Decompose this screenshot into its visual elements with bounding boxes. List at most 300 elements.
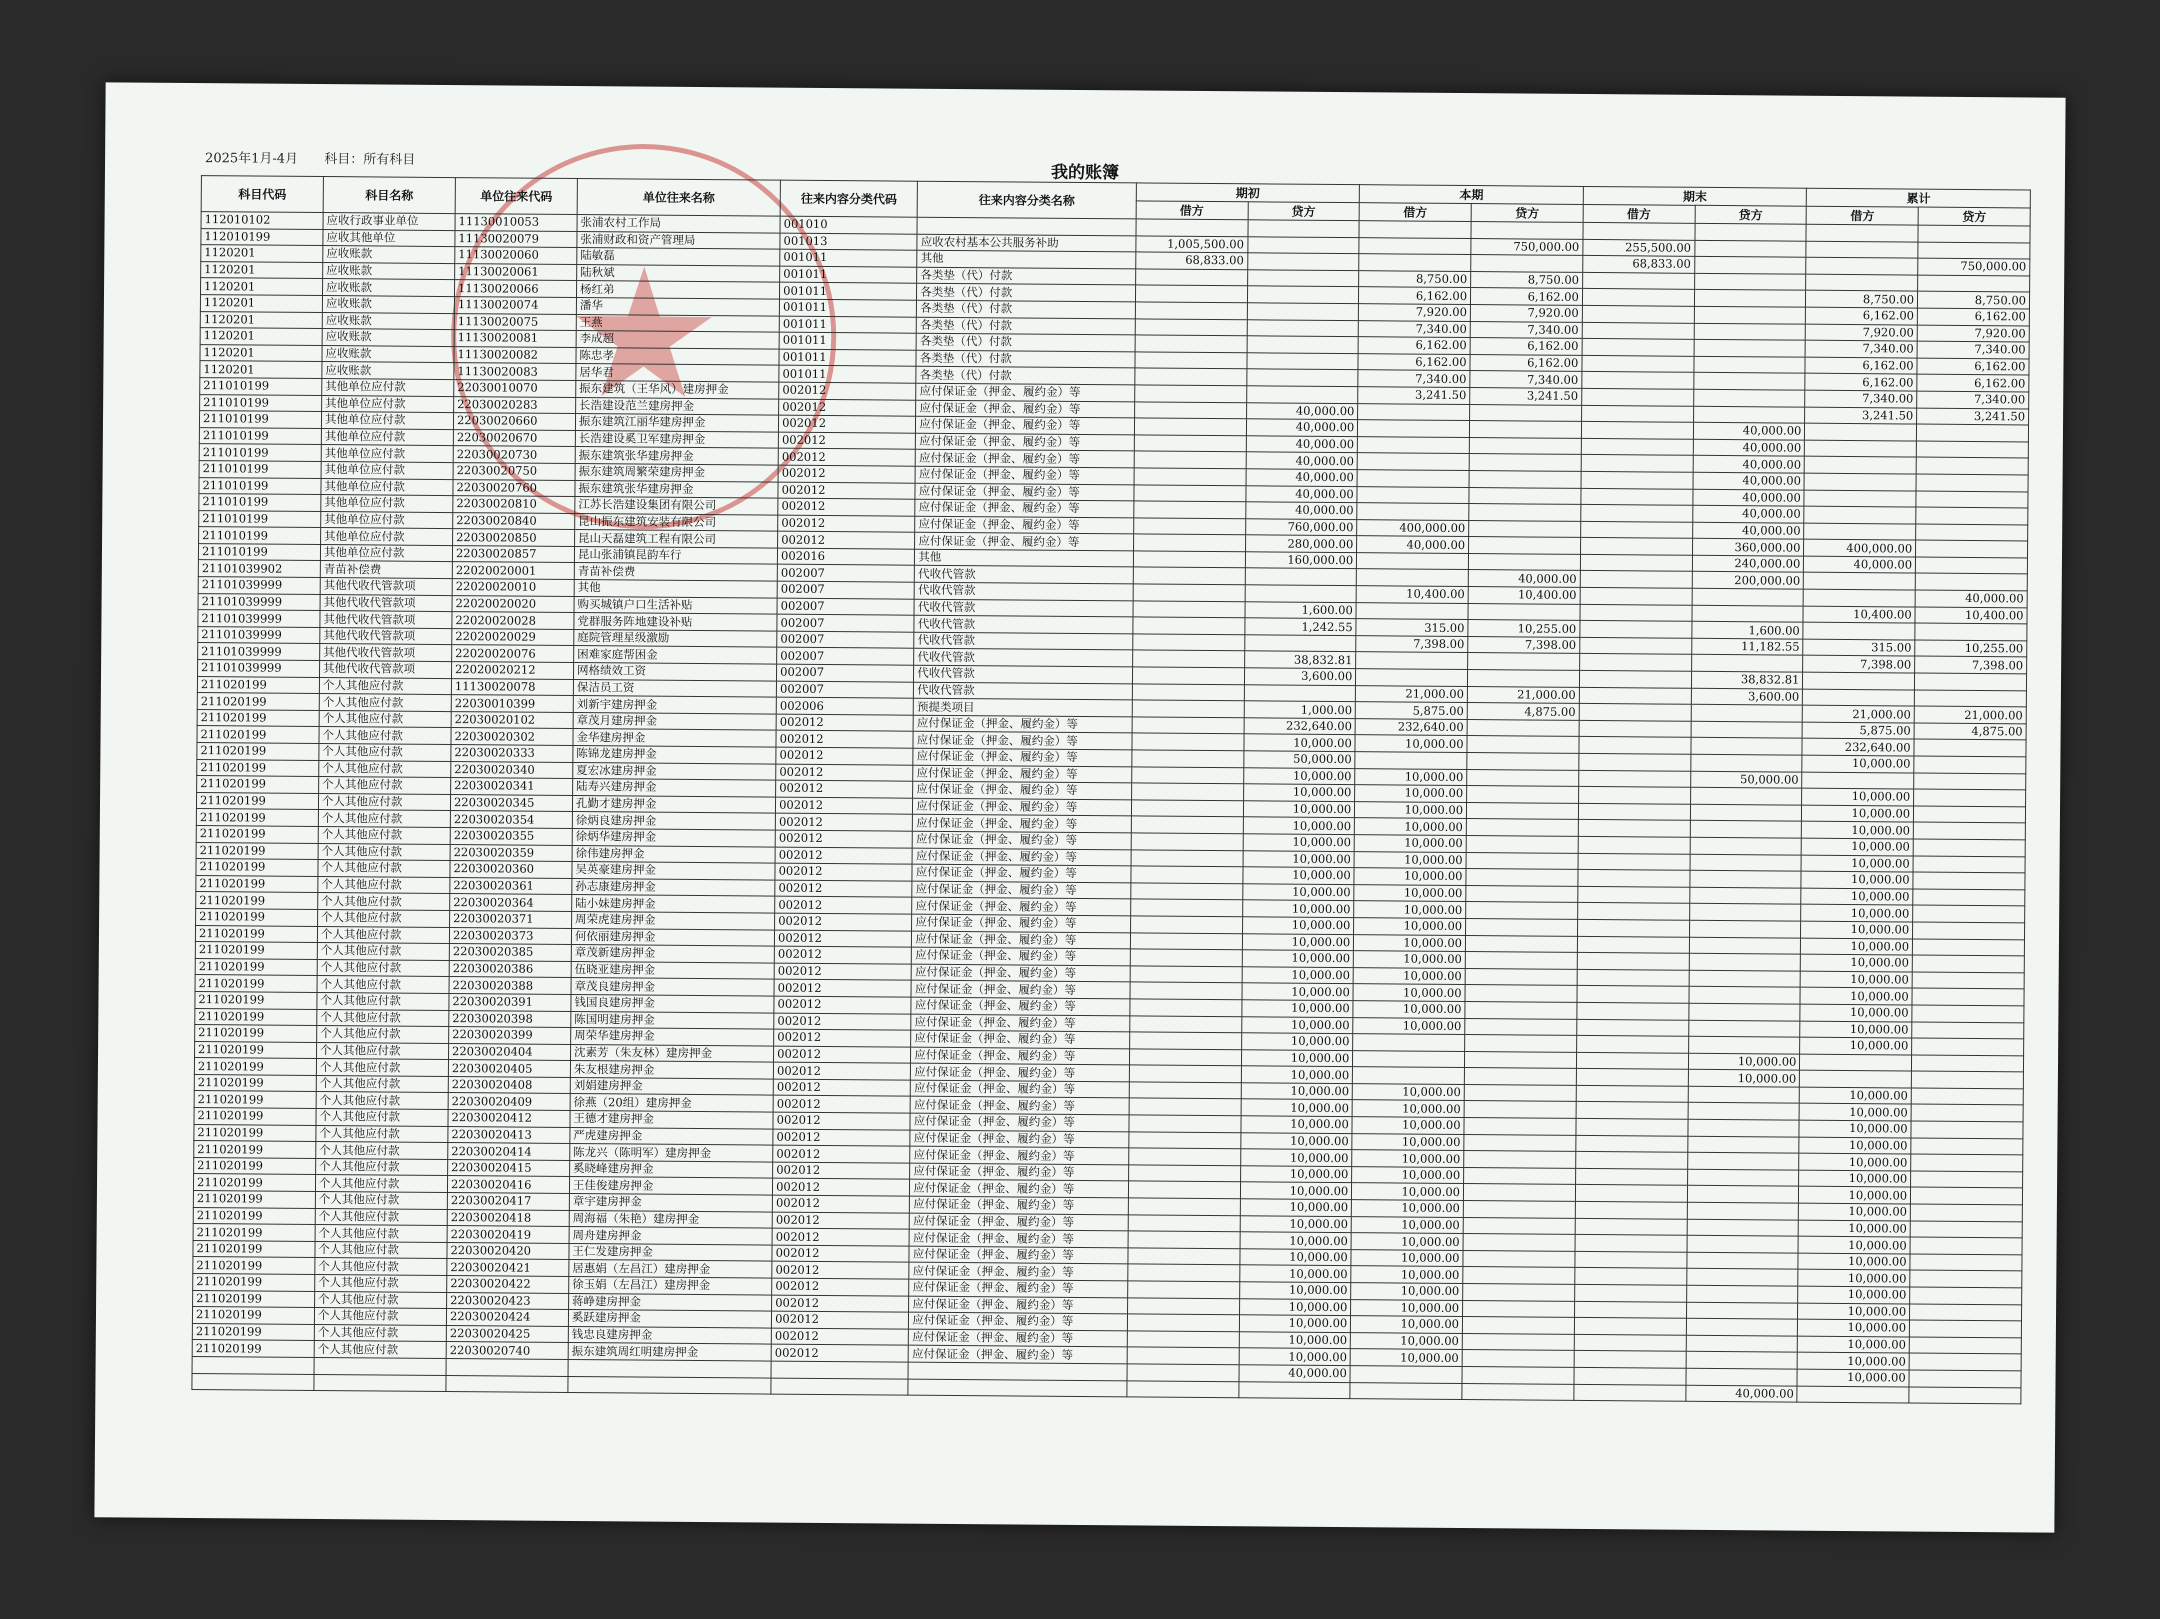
cell-closing-debit	[1582, 339, 1694, 356]
cell-unit-code: 11130020083	[454, 363, 576, 381]
cell-category-name: 应付保证金（押金、履约金）等	[911, 1014, 1130, 1032]
cell-cumulative-credit: 750,000.00	[1918, 258, 2030, 275]
cell-subject-name: 其他代收代管款项	[320, 611, 452, 629]
cell-category-name: 应付保证金（押金、履约金）等	[912, 931, 1131, 949]
cell-unit-name: 王佳俊建房押金	[569, 1177, 772, 1195]
col-group-closing: 期末	[1583, 186, 1807, 206]
cell-category-code: 002012	[773, 1129, 910, 1147]
cell-current-debit	[1357, 503, 1469, 520]
cell-subject-name: 个人其他应付款	[316, 1059, 448, 1077]
cell-opening-credit	[1245, 585, 1357, 602]
cell-cumulative-debit: 6,162.00	[1806, 307, 1918, 324]
cell-current-credit	[1471, 222, 1583, 239]
cell-current-debit	[1357, 486, 1469, 503]
cell-cumulative-debit	[1806, 274, 1918, 291]
ledger-table	[191, 175, 2030, 1404]
cell-cumulative-debit: 10,000.00	[1802, 805, 1914, 822]
cell-subject-name: 应收账款	[322, 296, 454, 314]
cell-subject-name: 个人其他应付款	[318, 860, 450, 878]
cell-cumulative-debit: 10,000.00	[1799, 1187, 1911, 1204]
cell-cumulative-credit: 7,920.00	[1917, 325, 2029, 342]
cell-subject-code: 1120201	[200, 344, 322, 362]
cell-unit-name	[568, 1376, 771, 1394]
cell-unit-code: 22030020385	[449, 944, 571, 962]
cell-category-name: 各类垫（代）付款	[917, 284, 1136, 302]
cell-category-code: 002012	[779, 415, 916, 433]
cell-unit-name: 奚晓峰建房押金	[570, 1160, 773, 1178]
cell-cumulative-credit	[1914, 806, 2026, 823]
cell-subject-code: 211010199	[200, 378, 322, 396]
cell-unit-name: 徐炳华建房押金	[572, 828, 775, 846]
cell-subject-code: 211020199	[195, 991, 317, 1009]
cell-opening-debit: 68,833.00	[1135, 252, 1247, 269]
cell-opening-credit: 10,000.00	[1240, 1232, 1352, 1249]
cell-current-credit: 7,920.00	[1470, 305, 1582, 322]
cell-unit-code: 22030020850	[453, 529, 575, 547]
cell-unit-name: 陈国明建房押金	[571, 1011, 774, 1029]
col-opening-credit: 贷方	[1248, 202, 1360, 221]
cell-opening-debit	[1134, 401, 1246, 418]
cell-category-name: 应付保证金（押金、履约金）等	[915, 516, 1134, 534]
cell-category-code: 002012	[776, 747, 913, 765]
cell-subject-code: 1120201	[200, 361, 322, 379]
cell-category-name: 应付保证金（押金、履约金）等	[910, 1097, 1129, 1115]
cell-category-code: 002012	[776, 714, 913, 732]
cell-unit-code: 22030020355	[450, 828, 572, 846]
cell-opening-credit: 10,000.00	[1243, 734, 1355, 751]
cell-unit-name: 严虎建房押金	[570, 1127, 773, 1145]
cell-current-debit: 6,162.00	[1359, 287, 1471, 304]
cell-subject-code: 211020199	[196, 859, 318, 877]
cell-category-name: 各类垫（代）付款	[916, 333, 1135, 351]
cell-unit-name: 振东建筑（王华风）建房押金	[576, 380, 779, 398]
cell-subject-code: 211020199	[195, 1008, 317, 1026]
cell-unit-name: 徐玉娟（左昌江）建房押金	[569, 1276, 772, 1294]
cell-current-credit: 40,000.00	[1468, 570, 1580, 587]
cell-subject-code	[192, 1357, 314, 1375]
cell-cumulative-debit: 7,398.00	[1803, 656, 1915, 673]
cell-subject-name: 应收行政事业单位	[323, 213, 455, 231]
cell-current-debit: 21,000.00	[1356, 685, 1468, 702]
cell-category-name: 应付保证金（押金、履约金）等	[913, 815, 1132, 833]
cell-opening-debit	[1130, 932, 1242, 949]
cell-subject-name: 个人其他应付款	[319, 760, 451, 778]
cell-closing-debit	[1581, 438, 1693, 455]
cell-cumulative-credit: 4,875.00	[1914, 723, 2026, 740]
cell-current-debit: 10,000.00	[1352, 1100, 1464, 1117]
cell-opening-debit	[1133, 518, 1245, 535]
cell-category-code: 002007	[777, 581, 914, 599]
cell-subject-name: 个人其他应付款	[317, 943, 449, 961]
cell-unit-code: 22030020371	[450, 910, 572, 928]
cell-cumulative-credit: 7,340.00	[1917, 341, 2029, 358]
cell-current-debit: 10,000.00	[1353, 1001, 1465, 1018]
cell-opening-debit	[1136, 219, 1248, 236]
cell-closing-credit	[1687, 1153, 1799, 1170]
cell-opening-credit	[1247, 303, 1359, 320]
cell-unit-name: 陈龙兴（陈明军）建房押金	[570, 1144, 773, 1162]
cell-unit-name: 陈锦龙建房押金	[573, 746, 776, 764]
cell-cumulative-debit	[1802, 772, 1914, 789]
cell-cumulative-debit: 10,000.00	[1800, 1037, 1912, 1054]
cell-category-name: 应付保证金（押金、履约金）等	[908, 1346, 1127, 1364]
cell-subject-code: 1120201	[201, 261, 323, 279]
cell-cumulative-credit	[1910, 1221, 2022, 1238]
cell-unit-name: 钱国良建房押金	[571, 994, 774, 1012]
cell-opening-credit: 3,600.00	[1244, 668, 1356, 685]
cell-category-code: 001011	[779, 349, 916, 367]
cell-cumulative-debit	[1804, 523, 1916, 540]
cell-subject-code: 211020199	[193, 1290, 315, 1308]
cell-category-name: 应付保证金（押金、履约金）等	[910, 1180, 1129, 1198]
cell-closing-credit: 200,000.00	[1692, 572, 1804, 589]
cell-subject-code: 211020199	[194, 1058, 316, 1076]
cell-closing-credit: 40,000.00	[1693, 422, 1805, 439]
cell-current-debit	[1357, 553, 1469, 570]
cell-subject-name: 个人其他应付款	[319, 710, 451, 728]
cell-subject-name: 个人其他应付款	[317, 1026, 449, 1044]
cell-cumulative-credit	[1915, 623, 2027, 640]
cell-opening-debit	[1132, 750, 1244, 767]
cell-subject-name: 应收其他单位	[323, 229, 455, 247]
cell-opening-debit	[1134, 451, 1246, 468]
cell-current-credit	[1468, 553, 1580, 570]
cell-opening-credit: 40,000.00	[1246, 419, 1358, 436]
cell-closing-debit	[1578, 820, 1690, 837]
cell-subject-code: 211020199	[193, 1224, 315, 1242]
cell-unit-code: 11130020078	[451, 678, 573, 696]
cell-opening-debit	[1132, 700, 1244, 717]
cell-unit-name: 徐炳良建房押金	[572, 812, 775, 830]
cell-cumulative-credit: 6,162.00	[1917, 358, 2029, 375]
cell-current-credit	[1463, 1267, 1575, 1284]
cell-cumulative-credit	[1910, 1270, 2022, 1287]
cell-unit-code: 22030010399	[451, 695, 573, 713]
cell-category-code: 002012	[772, 1195, 909, 1213]
cell-category-code: 002012	[773, 1096, 910, 1114]
cell-closing-debit	[1576, 1118, 1688, 1135]
cell-subject-code: 211020199	[194, 1124, 316, 1142]
cell-opening-debit	[1134, 501, 1246, 518]
cell-unit-name: 章茂月建房押金	[573, 712, 776, 730]
cell-opening-debit	[1130, 899, 1242, 916]
cell-subject-name: 个人其他应付款	[314, 1341, 446, 1359]
cell-category-code: 002007	[777, 565, 914, 583]
cell-category-name: 代收代管款	[915, 566, 1134, 584]
cell-subject-code: 211020199	[196, 826, 318, 844]
cell-current-debit: 10,000.00	[1353, 1017, 1465, 1034]
cell-current-credit	[1462, 1383, 1574, 1400]
cell-closing-debit: 68,833.00	[1583, 256, 1695, 273]
cell-subject-name: 其他单位应付款	[321, 495, 453, 513]
cell-subject-name: 应收账款	[322, 329, 454, 347]
cell-unit-name: 居华君	[576, 364, 779, 382]
cell-unit-code: 22030020373	[449, 927, 571, 945]
cell-category-name: 应付保证金（押金、履约金）等	[913, 715, 1132, 733]
cell-current-credit	[1463, 1300, 1575, 1317]
cell-current-debit: 10,000.00	[1351, 1283, 1463, 1300]
cell-current-debit: 10,000.00	[1354, 901, 1466, 918]
cell-opening-credit: 10,000.00	[1239, 1249, 1351, 1266]
cell-current-credit	[1467, 786, 1579, 803]
cell-cumulative-credit	[1916, 557, 2028, 574]
cell-cumulative-credit: 6,162.00	[1917, 308, 2029, 325]
cell-closing-credit	[1694, 339, 1806, 356]
cell-cumulative-credit	[1910, 1204, 2022, 1221]
cell-unit-name: 党群服务阵地建设补贴	[574, 613, 777, 631]
cell-opening-debit	[1129, 1049, 1241, 1066]
cell-cumulative-debit: 10,000.00	[1801, 921, 1913, 938]
cell-closing-debit	[1577, 986, 1689, 1003]
cell-opening-credit: 40,000.00	[1238, 1365, 1350, 1382]
cell-category-name: 应付保证金（押金、履约金）等	[916, 383, 1135, 401]
cell-closing-credit	[1687, 1169, 1799, 1186]
cell-category-code: 002007	[777, 614, 914, 632]
cell-closing-credit	[1693, 373, 1805, 390]
cell-closing-debit	[1577, 953, 1689, 970]
cell-cumulative-debit	[1803, 672, 1915, 689]
cell-category-name: 各类垫（代）付款	[916, 350, 1135, 368]
cell-closing-credit: 1,600.00	[1691, 622, 1803, 639]
cell-category-name: 应付保证金（押金、履约金）等	[912, 864, 1131, 882]
cell-cumulative-debit: 10,000.00	[1801, 888, 1913, 905]
cell-category-code: 002012	[774, 996, 911, 1014]
cell-unit-name: 夏宏冰建房押金	[573, 762, 776, 780]
cell-category-name: 应收农村基本公共服务补助	[917, 234, 1136, 252]
cell-category-name: 应付保证金（押金、履约金）等	[913, 748, 1132, 766]
cell-opening-credit: 10,000.00	[1241, 983, 1353, 1000]
cell-closing-debit	[1577, 1002, 1689, 1019]
cell-cumulative-debit	[1805, 440, 1917, 457]
cell-closing-credit: 40,000.00	[1693, 472, 1805, 489]
cell-unit-name: 周荣虎建房押金	[571, 911, 774, 929]
cell-category-name: 代收代管款	[914, 649, 1133, 667]
cell-unit-name: 孙志康建房押金	[572, 878, 775, 896]
cell-subject-name: 个人其他应付款	[317, 1009, 449, 1027]
col-group-cumulative: 累计	[1807, 188, 2031, 208]
cell-closing-credit	[1687, 1186, 1799, 1203]
cell-current-debit: 6,162.00	[1358, 353, 1470, 370]
cell-unit-code	[446, 1359, 568, 1377]
cell-unit-code: 22030020810	[453, 496, 575, 514]
cell-current-debit: 10,000.00	[1354, 918, 1466, 935]
cell-closing-credit	[1694, 256, 1806, 273]
cell-cumulative-debit	[1804, 573, 1916, 590]
cell-category-code: 002012	[772, 1245, 909, 1263]
cell-closing-debit	[1578, 787, 1690, 804]
cell-closing-debit	[1581, 455, 1693, 472]
cell-current-debit: 10,000.00	[1354, 951, 1466, 968]
cell-current-debit: 3,241.50	[1358, 387, 1470, 404]
cell-category-code: 002012	[775, 880, 912, 898]
cell-cumulative-credit	[1911, 1105, 2023, 1122]
cell-closing-debit	[1579, 720, 1691, 737]
cell-closing-debit: 255,500.00	[1583, 239, 1695, 256]
cell-cumulative-credit	[1917, 424, 2029, 441]
cell-closing-debit	[1582, 388, 1694, 405]
cell-subject-name: 应收账款	[322, 279, 454, 297]
cell-opening-debit	[1129, 1132, 1241, 1149]
cell-opening-credit: 10,000.00	[1239, 1282, 1351, 1299]
cell-subject-code: 1120201	[200, 295, 322, 313]
cell-cumulative-debit: 10,000.00	[1802, 838, 1914, 855]
cell-category-code: 002016	[778, 548, 915, 566]
cell-opening-credit: 10,000.00	[1243, 850, 1355, 867]
cell-subject-code: 1120201	[201, 245, 323, 263]
cell-unit-code: 22030020425	[446, 1325, 568, 1343]
cell-closing-credit	[1694, 240, 1806, 257]
cell-cumulative-credit	[1912, 1055, 2024, 1072]
cell-current-credit	[1466, 918, 1578, 935]
cell-current-credit	[1468, 603, 1580, 620]
cell-closing-credit: 38,832.81	[1691, 671, 1803, 688]
cell-opening-credit: 1,000.00	[1244, 701, 1356, 718]
cell-current-debit	[1357, 453, 1469, 470]
cell-cumulative-credit	[1916, 540, 2028, 557]
cell-unit-code: 22030020398	[449, 1010, 571, 1028]
cell-cumulative-credit: 10,255.00	[1915, 640, 2027, 657]
col-current-credit: 贷方	[1471, 204, 1583, 223]
cell-subject-code: 211020199	[193, 1257, 315, 1275]
cell-category-code: 002012	[774, 946, 911, 964]
cell-opening-debit	[1127, 1281, 1239, 1298]
cell-cumulative-credit: 7,340.00	[1917, 391, 2029, 408]
cell-closing-credit	[1690, 854, 1802, 871]
cell-category-name: 代收代管款	[914, 632, 1133, 650]
cell-current-debit: 10,000.00	[1354, 835, 1466, 852]
cell-cumulative-credit	[1913, 822, 2025, 839]
cell-cumulative-credit	[1913, 922, 2025, 939]
cell-opening-credit: 10,000.00	[1243, 834, 1355, 851]
cell-current-credit: 7,398.00	[1468, 636, 1580, 653]
cell-opening-debit	[1131, 883, 1243, 900]
cell-subject-code: 211010199	[199, 527, 321, 545]
cell-closing-credit	[1689, 970, 1801, 987]
cell-closing-credit	[1691, 738, 1803, 755]
cell-current-credit	[1463, 1284, 1575, 1301]
cell-opening-debit	[1131, 783, 1243, 800]
cell-unit-name: 潘华	[576, 297, 779, 315]
cell-current-credit	[1469, 504, 1581, 521]
cell-subject-name: 个人其他应付款	[317, 909, 449, 927]
cell-category-code: 002012	[772, 1262, 909, 1280]
cell-cumulative-debit: 40,000.00	[1804, 556, 1916, 573]
cell-closing-credit: 10,000.00	[1688, 1070, 1800, 1087]
cell-unit-name: 刘新宇建房押金	[573, 696, 776, 714]
cell-closing-debit	[1579, 670, 1691, 687]
cell-opening-credit: 10,000.00	[1241, 1049, 1353, 1066]
cell-cumulative-debit: 10,000.00	[1799, 1220, 1911, 1237]
cell-cumulative-credit	[1915, 673, 2027, 690]
cell-cumulative-debit	[1806, 257, 1918, 274]
cell-current-debit: 10,000.00	[1353, 984, 1465, 1001]
cell-cumulative-credit	[1913, 856, 2025, 873]
cell-category-name: 应付保证金（押金、履约金）等	[916, 416, 1135, 434]
cell-subject-code: 21101039999	[198, 593, 320, 611]
cell-opening-debit	[1129, 1065, 1241, 1082]
cell-unit-code: 22030020424	[446, 1309, 568, 1327]
cell-subject-code: 211020199	[193, 1191, 315, 1209]
cell-category-name: 应付保证金（押金、履约金）等	[910, 1113, 1129, 1131]
cell-subject-name: 个人其他应付款	[317, 926, 449, 944]
cell-subject-code: 211020199	[195, 942, 317, 960]
cell-opening-credit: 40,000.00	[1246, 436, 1358, 453]
cell-category-code: 002012	[773, 1112, 910, 1130]
cell-opening-credit	[1247, 220, 1359, 237]
cell-cumulative-debit: 21,000.00	[1803, 705, 1915, 722]
cell-cumulative-debit: 10,400.00	[1803, 606, 1915, 623]
cell-closing-debit	[1579, 737, 1691, 754]
cell-opening-credit: 1,242.55	[1244, 618, 1356, 635]
cell-current-credit	[1466, 852, 1578, 869]
cell-opening-debit	[1128, 1181, 1240, 1198]
cell-category-code: 002012	[778, 498, 915, 516]
cell-opening-debit	[1134, 468, 1246, 485]
cell-subject-code: 211010199	[199, 460, 321, 478]
cell-opening-credit	[1247, 336, 1359, 353]
cell-closing-debit	[1574, 1384, 1686, 1401]
cell-opening-debit	[1127, 1380, 1239, 1397]
cell-unit-code: 22030020409	[448, 1093, 570, 1111]
cell-unit-name: 购买城镇户口生活补贴	[574, 596, 777, 614]
cell-unit-code: 22030020360	[450, 861, 572, 879]
cell-current-credit	[1468, 670, 1580, 687]
cell-closing-credit	[1689, 937, 1801, 954]
col-unit-name: 单位往来名称	[577, 179, 780, 217]
cell-unit-code: 22030020857	[452, 545, 574, 563]
cell-closing-debit	[1574, 1351, 1686, 1368]
cell-category-code: 002012	[778, 432, 915, 450]
cell-category-name: 应付保证金（押金、履约金）等	[912, 898, 1131, 916]
cell-unit-name: 奚跃建房押金	[568, 1310, 771, 1328]
cell-cumulative-credit	[1913, 839, 2025, 856]
cell-current-credit	[1464, 1167, 1576, 1184]
cell-closing-credit	[1689, 904, 1801, 921]
cell-category-code: 002007	[777, 598, 914, 616]
cell-opening-debit	[1131, 866, 1243, 883]
cell-subject-code: 211020199	[195, 1041, 317, 1059]
col-category-code: 往来内容分类代码	[780, 180, 917, 217]
cell-subject-code: 211010199	[199, 427, 321, 445]
cell-current-debit	[1359, 254, 1471, 271]
cell-subject-code: 211010199	[199, 444, 321, 462]
cell-closing-credit	[1689, 987, 1801, 1004]
cell-subject-name: 个人其他应付款	[316, 1075, 448, 1093]
cell-current-debit: 10,000.00	[1350, 1349, 1462, 1366]
cell-opening-credit	[1245, 568, 1357, 585]
cell-unit-name: 张浦财政和资产管理局	[577, 231, 780, 249]
cell-category-code: 002012	[776, 764, 913, 782]
cell-opening-credit: 10,000.00	[1242, 867, 1354, 884]
cell-unit-code	[446, 1375, 568, 1393]
cell-closing-debit	[1576, 1085, 1688, 1102]
cell-unit-code: 11130020081	[454, 330, 576, 348]
cell-current-debit	[1356, 669, 1468, 686]
cell-cumulative-credit	[1911, 1154, 2023, 1171]
cell-category-name: 应付保证金（押金、履约金）等	[910, 1196, 1129, 1214]
cell-closing-credit	[1690, 787, 1802, 804]
cell-unit-code: 22030020386	[449, 960, 571, 978]
cell-unit-name: 振东建筑周繁荣建房押金	[575, 463, 778, 481]
cell-opening-debit	[1131, 800, 1243, 817]
cell-category-name: 其他	[917, 250, 1136, 268]
ledger-body	[192, 212, 2030, 1404]
cell-opening-debit	[1130, 949, 1242, 966]
cell-subject-code: 211020199	[196, 908, 318, 926]
cell-subject-name: 其他代收代管款项	[320, 644, 452, 662]
cell-current-credit	[1466, 819, 1578, 836]
cell-unit-name: 其他	[574, 580, 777, 598]
